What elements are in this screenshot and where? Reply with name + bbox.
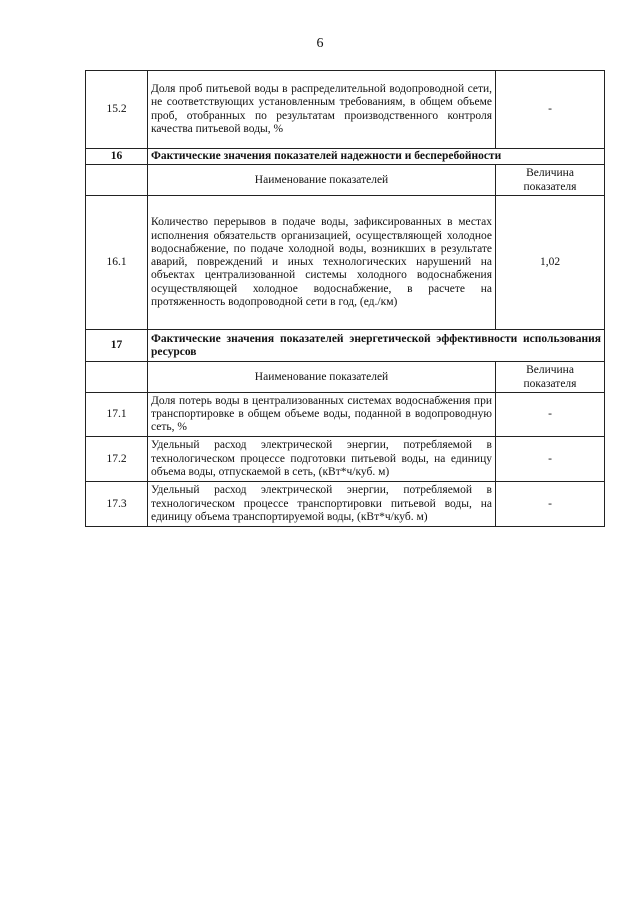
section-title: Фактические значения показателей энергетической эффективности использования ресурсов [148, 330, 605, 362]
table-row [86, 71, 605, 149]
indicator-value: - [496, 71, 605, 149]
table-row [86, 437, 605, 482]
indicator-value: 1,02 [496, 196, 605, 330]
column-header-value: Величина показателя [496, 362, 605, 393]
indicator-text: Доля проб питьевой воды в распределительной водопроводной сети, не соответствующих установленным требованиям, в общем объеме проб, отобранных по результатам производственного контроля качества питьевой воды, % [148, 71, 496, 149]
column-header-row [86, 362, 605, 393]
section-header-row [86, 149, 605, 165]
column-header-value: Величина показателя [496, 165, 605, 196]
indicator-text: Доля потерь воды в централизованных системах водоснабжения при транспортировке в общем объеме воды, поданной в водопроводную сеть, % [148, 393, 496, 437]
indicators-table [85, 70, 605, 527]
section-number: 17 [86, 330, 148, 362]
table-row [86, 482, 605, 527]
column-header-row [86, 165, 605, 196]
table-row [86, 196, 605, 330]
row-number: 15.2 [86, 71, 148, 149]
empty-cell [86, 165, 148, 196]
indicator-value: - [496, 437, 605, 482]
table-row [86, 393, 605, 437]
indicator-value: - [496, 482, 605, 527]
row-number: 16.1 [86, 196, 148, 330]
indicator-text: Количество перерывов в подаче воды, зафиксированных в местах исполнения обязательств организацией, осуществляющей холодное водоснабжение, по подаче холодной воды, возникших в результате аварий, повреждений и иных технологических нарушений на объектах централизованной системы холодного водоснабжения осуществляющей холодное водоснабжение, в расчете на протяженность водопроводной сети в год, (ед./км) [148, 196, 496, 330]
indicator-text: Удельный расход электрической энергии, потребляемой в технологическом процессе транспортировки питьевой воды, на единицу объема транспортируемой воды, (кВт*ч/куб. м) [148, 482, 496, 527]
indicator-value: - [496, 393, 605, 437]
row-number: 17.1 [86, 393, 148, 437]
indicator-text: Удельный расход электрической энергии, потребляемой в технологическом процессе подготовки питьевой воды, на единицу объема воды, отпускаемой в сеть, (кВт*ч/куб. м) [148, 437, 496, 482]
section-header-row [86, 330, 605, 362]
row-number: 17.2 [86, 437, 148, 482]
column-header-name: Наименование показателей [148, 165, 496, 196]
page-number: 6 [316, 36, 324, 51]
empty-cell [86, 362, 148, 393]
section-number: 16 [86, 149, 148, 165]
section-title: Фактические значения показателей надежности и бесперебойности [148, 149, 605, 165]
column-header-name: Наименование показателей [148, 362, 496, 393]
row-number: 17.3 [86, 482, 148, 527]
